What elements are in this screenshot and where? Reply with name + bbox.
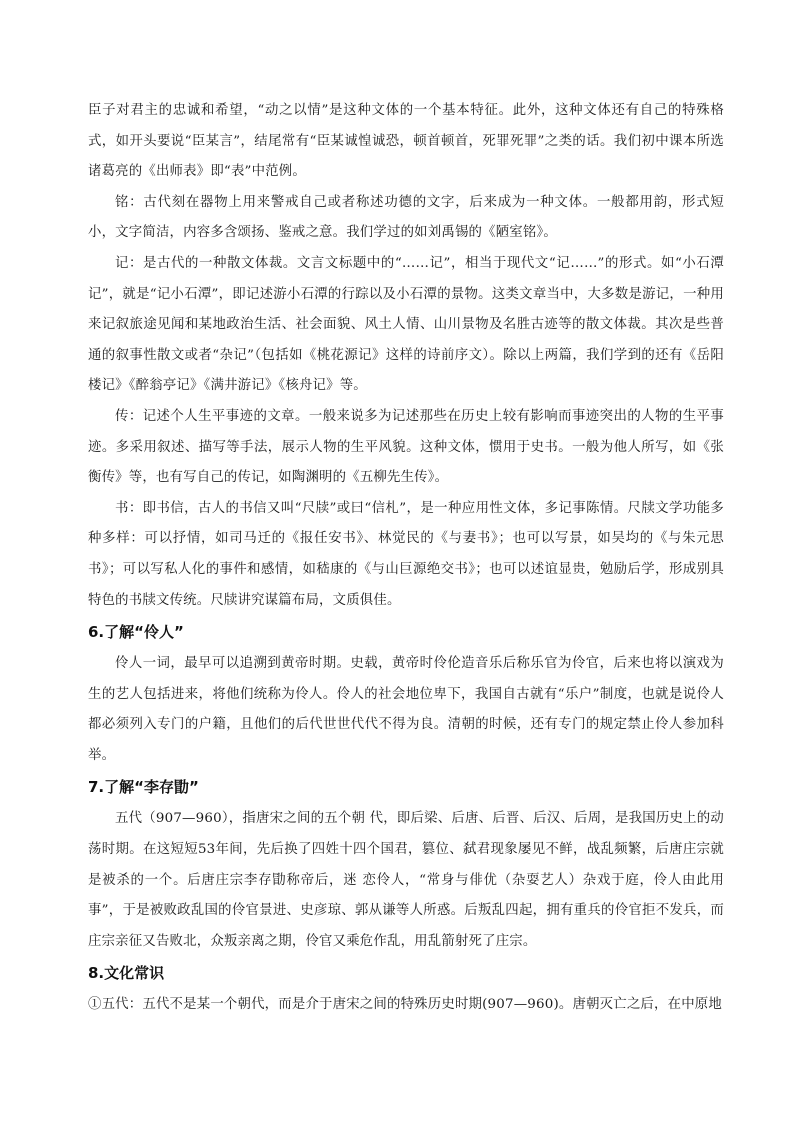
document-page <box>88 96 724 1021</box>
section-7-paragraph: 五代（907—960），指唐宋之间的五个朝 代，即后梁、后唐、后晋、后汉、后周，是我国历史上的动荡时期。在这短短53年间，先后换了四姓十四个国君，篡位、弑君现象屡见不鲜，战乱频繁，后唐庄宗就是被杀的一个。后唐庄宗李存勖称帝后，迷 恋伶人，“常身与俳优（杂耍艺人）杂戏于庭，伶人由此用事”，于是被败政乱国的伶官景进、史彦琼、郭从谦等人所惑。后叛乱四起，拥有重兵的伶官拒不发兵，而庄宗亲征又告败北，众叛亲离之期，伶官又乘危作乱，用乱箭射死了庄宗。 <box>88 811 724 949</box>
section-8-paragraph: ①五代：五代不是某一个朝代，而是介于唐宋之间的特殊历史时期(907—960)。唐朝灭亡之后，在中原地 <box>88 997 722 1013</box>
section-7-heading: 7.了解“李存勖” <box>88 778 199 797</box>
intro-paragraph: 臣子对君主的忠诚和希望，“动之以情”是这种文体的一个基本特征。此外，这种文体还有自己的特殊格式，如开头要说“臣某言”，结尾常有“臣某诚惶诚恐，顿首顿首，死罪死罪”之类的话。我们初中课本所选诸葛亮的《出师表》即“表”中范例。 <box>88 103 724 180</box>
section-6-paragraph: 伶人一词，最早可以追溯到黄帝时期。史载，黄帝时伶伦造音乐后称乐官为伶官，后来也将以演戏为生的艺人包括进来，将他们统称为伶人。伶人的社会地位卑下，我国自古就有“乐户”制度，也就是说伶人都必须列入专门的户籍，且他们的后代世世代代不得为良。清朝的时候，还有专门的规定禁止伶人参加科举。 <box>88 656 724 763</box>
section-8-heading: 8.文化常识 <box>88 964 165 983</box>
shu-paragraph: 书：即书信，古人的书信又叫“尺牍”或曰“信札”，是一种应用性文体，多记事陈情。尺牍文学功能多种多样：可以抒情，如司马迁的《报任安书》、林觉民的《与妻书》；也可以写景，如吴均的《与朱元思书》；可以写私人化的事件和感情，如嵇康的《与山巨源绝交书》；也可以述谊显贵，勉励后学，形成别具特色的书牍文传统。尺牍讲究谋篇布局，文质俱佳。 <box>88 500 724 608</box>
ji-paragraph: 记：是古代的一种散文体裁。文言文标题中的“……记”，相当于现代文“记……”的形式。如“小石潭记”，就是“记小石潭”，即记述游小石潭的行踪以及小石潭的景物。这类文章当中，大多数是游记，一种用来记叙旅途见闻和某地政治生活、社会面貌、风土人情、山川景物及名胜古迹等的散文体裁。其次是些普通的叙事性散文或者“杂记”（包括如《桃花源记》这样的诗前序文）。除以上两篇，我们学到的还有《岳阳楼记》《醉翁亭记》《满井游记》《核舟记》等。 <box>88 255 724 394</box>
zhuan-paragraph: 传：记述个人生平事迹的文章。一般来说多为记述那些在历史上较有影响而事迹突出的人物的生平事迹。多采用叙述、描写等手法，展示人物的生平风貌。这种文体，惯用于史书。一般为他人所写，如《张衡传》等，也有写自己的传记，如陶渊明的《五柳先生传》。 <box>88 408 724 486</box>
section-6-heading: 6.了解“伶人” <box>88 623 184 642</box>
ming-paragraph: 铭：古代刻在器物上用来警戒自己或者称述功德的文字，后来成为一种文体。一般都用韵，形式短小，文字简洁，内容多含颂扬、鉴戒之意。我们学过的如刘禹锡的《陋室铭》。 <box>88 194 724 241</box>
